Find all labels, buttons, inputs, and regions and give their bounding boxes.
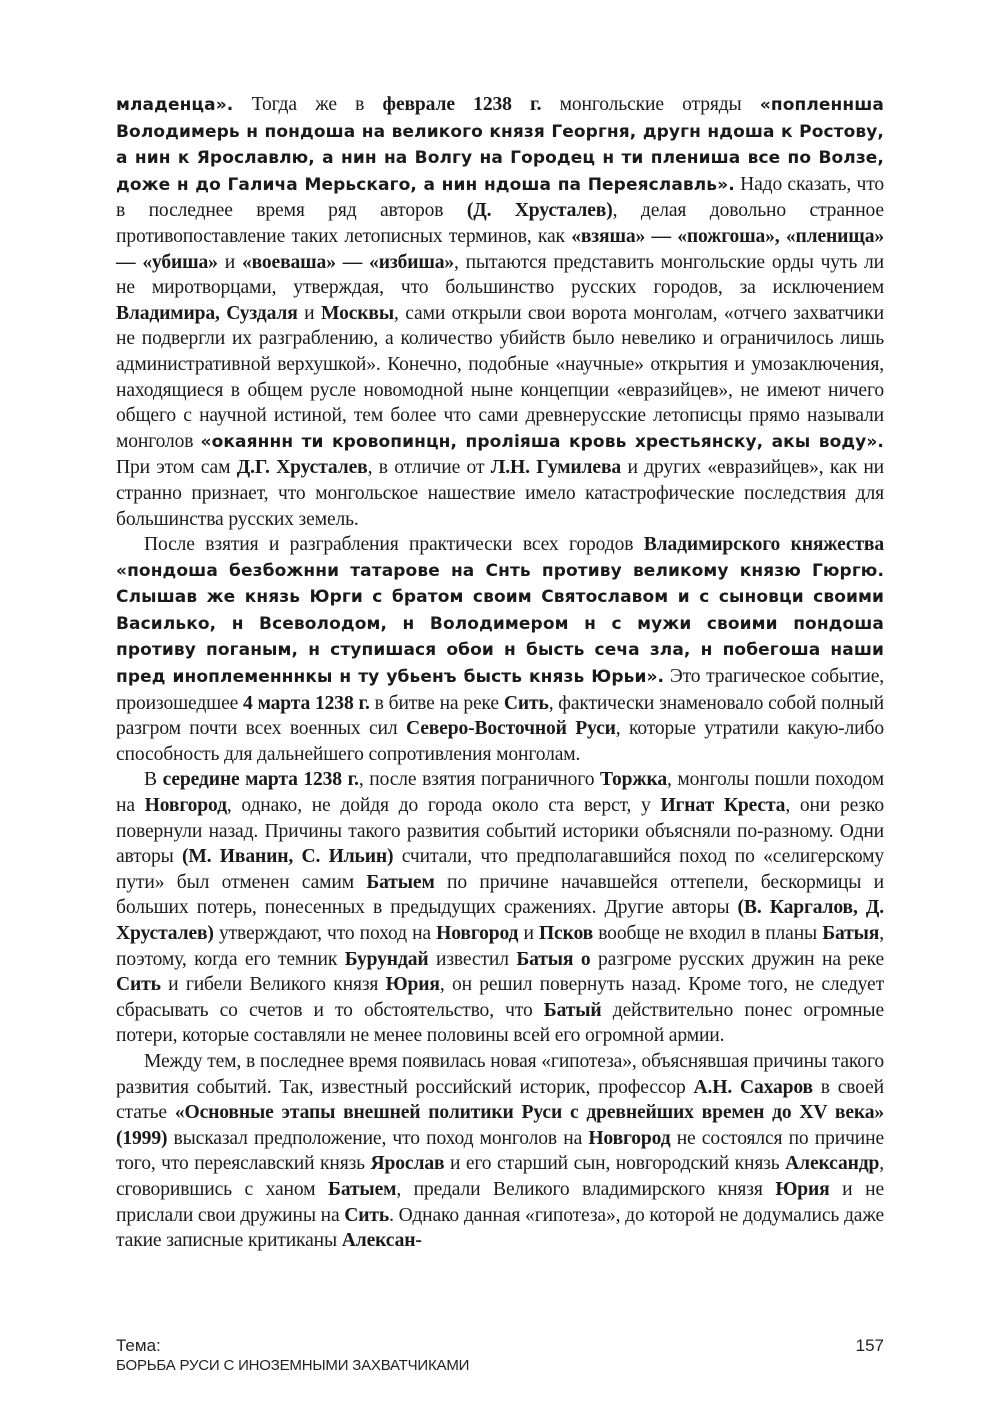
- bold-term: Сить: [344, 1204, 390, 1226]
- page-footer: [116, 1336, 884, 1376]
- bold-term: Батыем: [328, 1178, 397, 1200]
- bold-term: Новгород: [144, 795, 227, 817]
- text-run: , в отличие от: [367, 457, 491, 479]
- bold-term: (В. Каргалов, Д. Хрусталев): [116, 897, 884, 944]
- bold-term: Торжка: [599, 769, 667, 791]
- bold-term: Игнат Креста: [660, 795, 786, 817]
- text-run: , монголы пошли походом на: [116, 769, 884, 817]
- bold-term: Юрия: [385, 974, 440, 996]
- bold-term: Батыем: [366, 871, 435, 893]
- bold-term: Ярослав: [370, 1153, 445, 1175]
- bold-term: «взяша» — «пожгоша», «пленища» — «убиша»: [116, 225, 884, 273]
- page-body: [116, 92, 884, 1254]
- text-run: и не прислали свои дружины на: [116, 1178, 884, 1226]
- text-run: , пытаются представить монгольские орды чуть ли не миротворцами, утверждая, что большинство русских городов, за исключением: [116, 251, 885, 299]
- text-run: , сговорившись с ханом: [116, 1153, 884, 1200]
- text-run: и гибели Великого князя: [160, 974, 386, 996]
- bold-term: Л.Н. Гумилева: [490, 457, 622, 479]
- text-run: , однако, не дойдя до города около ста верст, у: [226, 795, 661, 817]
- bold-term: Владимира, Суздаля: [116, 302, 298, 324]
- chronicle-quote: младенца».: [116, 95, 234, 115]
- bold-term: 4 марта 1238 г.: [243, 692, 370, 714]
- bold-term: Батыя: [822, 923, 880, 944]
- text-run: , сами открыли свои ворота монголам, «отчего захватчики не подвергли их разграблению, а количество убийств было невелико и ограничилось лишь административной верхушкой». Конечно, подобные «научные» открытия и умозаключения, находящиеся в общем русле новомодной ныне концепции «евразийцев», не имеют ничего общего с научной истиной, тем более что сами древнерусские летописцы прямо называли монголов: [116, 302, 884, 452]
- text-run: , которые утратили какую-либо способность для дальнейшего сопротивления монголам.: [116, 718, 884, 765]
- text-run: не состоялся по причине того, что переяславский князь: [116, 1127, 884, 1175]
- bold-term: «Основные этапы внешней политики Руси с древнейших времен до XV века» (1999): [116, 1102, 885, 1149]
- text-run: , они резко повернули назад. Причины такого развития событий историки объясняли по-разному. Одни авторы: [116, 795, 885, 868]
- chronicle-quote: «пондоша безбожнни татарове на Снть противу великому князю Гюргю. Слышав же князь Юрги с братом своим Святославом и с сыновци своими Василько, н Всеволодом, н Володимером н с мужи своими пондоша противу поганым, н ступишася обои н бысть сеча зла, н побегоша наши пред иноплеменннкы н ту убьенъ бысть князь Юрьи».: [116, 560, 884, 688]
- text-run: , он решил повернуть назад. Кроме того, не следует сбрасывать со счетов и то обстоятельство, что: [116, 974, 884, 1021]
- text-run: по причине начавшейся оттепели, бескормицы и больших потерь, понесенных в предыдущих сражениях. Другие авторы: [116, 871, 884, 919]
- text-run: Тогда же в: [233, 94, 383, 115]
- text-run: , после взятия пограничного: [358, 769, 600, 791]
- text-run: разгроме русских дружин на реке: [590, 948, 884, 970]
- bold-term: Владимирского княжества: [643, 534, 884, 556]
- text-run: В: [144, 769, 163, 791]
- text-run: , делая довольно странное противопоставление таких летописных терминов, как: [116, 200, 884, 247]
- bold-term: Сить: [116, 974, 161, 996]
- bold-term: Батыя о: [516, 948, 591, 970]
- text-run: в своей статье: [116, 1076, 884, 1124]
- footer-topic-label: Тема:: [116, 1336, 161, 1355]
- bold-term: Сить: [503, 692, 549, 714]
- text-run: и: [297, 302, 321, 324]
- text-run: , поэтому, когда его темник: [116, 923, 884, 970]
- footer-topic-title: БОРЬБА РУСИ С ИНОЗЕМНЫМИ ЗАХВАТЧИКАМИ: [116, 1357, 470, 1374]
- bold-term: «воеваша» — «избиша»: [241, 251, 455, 273]
- bold-term: середине марта 1238 г.: [162, 769, 359, 791]
- bold-term: Москвы: [321, 302, 394, 324]
- text-run: , фактически знаменовало собой полный разгром почти всех военных сил: [116, 692, 885, 740]
- text-run: Это трагическое событие, произошедшее: [116, 666, 885, 714]
- bold-term: Батый: [543, 999, 602, 1021]
- bold-term: феврале 1238 г.: [382, 94, 542, 115]
- bold-term: (М. Иванин, С. Ильин): [181, 846, 394, 868]
- text-run: высказал предположение, что поход монголов на: [167, 1127, 589, 1149]
- text-run: монгольские отряды: [541, 94, 760, 115]
- text-run: После взятия и разграбления практически всех городов: [144, 534, 644, 556]
- text-run: и: [518, 923, 539, 944]
- paragraph: [116, 92, 884, 532]
- bold-term: Д.Г. Хрусталев: [236, 457, 368, 479]
- text-run: действительно понес огромные потери, которые составляли не менее половины всей его огромной армии.: [116, 999, 884, 1047]
- bold-term: А.Н. Сахаров: [693, 1076, 813, 1098]
- bold-term: Псков: [538, 923, 594, 944]
- text-run: и: [217, 251, 242, 273]
- text-run: в битве на реке: [369, 692, 504, 714]
- text-run: вообще не входил в планы: [593, 923, 823, 944]
- paragraph: [116, 767, 884, 1049]
- bold-term: Александр: [785, 1153, 880, 1175]
- bold-term: Бурундай: [344, 948, 429, 970]
- bold-term: Алексан-: [341, 1230, 422, 1252]
- text-run: известил: [428, 948, 517, 970]
- text-run: Между тем, в последнее время появилась новая «гипотеза», объяснявшая причины такого развития событий. Так, известный российский историк, профессор: [116, 1050, 884, 1098]
- page-number: 157: [855, 1336, 884, 1355]
- bold-term: Северо-Восточной Руси: [405, 718, 616, 740]
- bold-term: Юрия: [775, 1178, 830, 1200]
- text-run: При этом сам: [116, 457, 237, 479]
- text-run: и других «евразийцев», как ни странно признает, что монгольское нашествие имело катастрофические последствия для большинства русских земель.: [116, 457, 884, 530]
- bold-term: (Д. Хрусталев): [466, 200, 613, 222]
- text-run: . Однако данная «гипотеза», до которой не додумались даже такие записные критиканы: [116, 1204, 885, 1252]
- paragraph: [116, 532, 884, 767]
- text-run: и его старший сын, новгородский князь: [444, 1153, 786, 1175]
- text-run: утверждают, что поход на: [213, 923, 437, 944]
- bold-term: Новгород: [588, 1127, 671, 1149]
- text-run: считали, что предполагавшийся поход по «селигерскому пути» был отменен самим: [116, 846, 884, 893]
- chronicle-quote: «попленнша Володимерь н пондоша на великого князя Георгня, другн ндоша к Ростову, а нин к Ярославлю, а нин на Волгу на Городец н ти плениша все по Волзе, доже н до Галича Мерьскаго, а нин ндоша па Переяславль».: [116, 95, 884, 195]
- text-run: Надо сказать, что в последнее время ряд авторов: [116, 173, 884, 222]
- bold-term: Новгород: [436, 923, 519, 944]
- chronicle-quote: «окаяннн ти кровопинцн, проліяша кровь хрестьянску, акы воду».: [200, 431, 884, 452]
- paragraph: [116, 1049, 884, 1254]
- text-run: , предали Великого владимирского князя: [396, 1178, 776, 1200]
